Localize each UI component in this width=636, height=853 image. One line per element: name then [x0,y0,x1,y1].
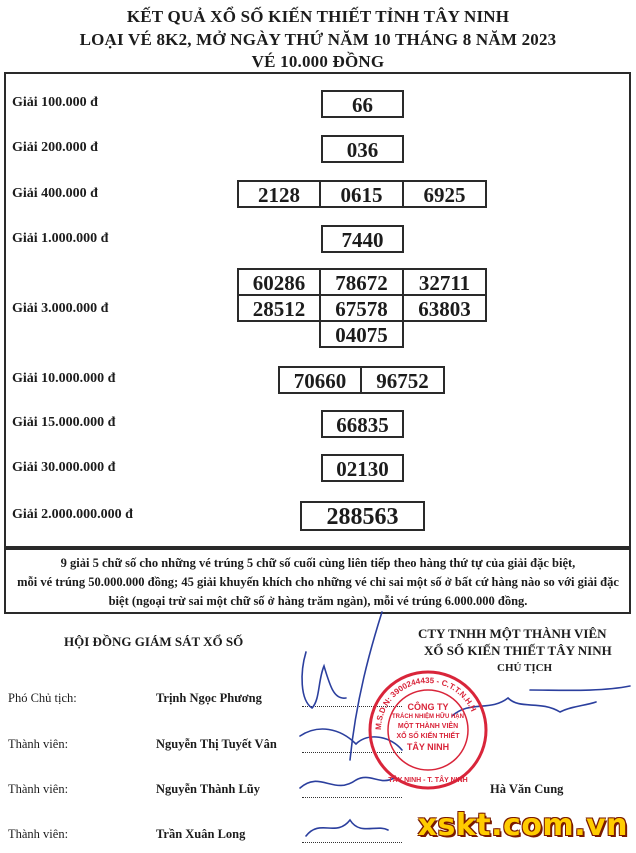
prize-10m-number: 96752 [360,366,445,394]
prize-400k-number: 6925 [402,180,487,208]
member-name: Nguyễn Thị Tuyết Vân [156,737,277,751]
council-title: HỘI ĐỒNG GIÁM SÁT XỔ SỐ [64,634,244,649]
prize-3m-number: 67578 [319,294,404,322]
member-name: Trịnh Ngọc Phương [156,691,262,705]
stamp-line: TRÁCH NHIỆM HỮU HẠN [392,714,464,720]
prize-label-10m: Giải 10.000.000 đ [12,371,116,386]
signature-stroke [530,686,630,690]
member-role: Phó Chủ tịch: [8,691,77,705]
prize-30m-number: 02130 [321,454,404,482]
prize-label-30m: Giải 30.000.000 đ [12,460,116,475]
member-name: Nguyễn Thành Lũy [156,782,260,796]
prize-label-100k: Giải 100.000 đ [12,95,98,110]
prize-label-3m: Giải 3.000.000 đ [12,301,109,316]
member-role: Thành viên: [8,782,69,796]
note-line-1: 9 giải 5 chữ số cho những vé trúng 5 chữ số cuối cùng liên tiếp theo hàng thứ tự của giải đặc biệt, [60,556,576,570]
prize-1m-number: 7440 [321,225,404,253]
stamp-ring-text: M.S.D.N: 3900244435 - C.T.T.N.H.H [373,675,478,731]
special-prize-number: 288563 [300,501,425,531]
prize-label-1m: Giải 1.000.000 đ [12,231,109,246]
stamp-line: TÂY NINH [406,742,450,752]
prize-3m-number: 28512 [237,294,321,322]
prize-200k-number: 036 [321,135,404,163]
member-role: Thành viên: [8,827,69,841]
chair-title: CHỦ TỊCH [497,662,553,674]
prize-400k-number: 2128 [237,180,321,208]
prize-3m-number: 04075 [319,320,404,348]
title-line-2: LOẠI VÉ 8K2, MỞ NGÀY THỨ NĂM 10 THÁNG 8 NĂM 2023 [79,30,557,49]
signature-stroke [306,820,388,836]
chair-name: Hà Văn Cung [490,782,564,796]
prize-3m-number: 63803 [402,294,487,322]
stamp-line: XỔ SỐ KIẾN THIẾT [396,733,460,740]
prize-label-special: Giải 2.000.000.000 đ [12,507,133,522]
prize-10m-number: 70660 [278,366,362,394]
prize-3m-number: 60286 [237,268,321,296]
watermark-logo: xskt.com.vn [417,808,628,843]
prize-3m-number: 32711 [402,268,487,296]
prize-label-400k: Giải 400.000 đ [12,186,98,201]
stamp-line: CÔNG TY [407,702,449,712]
signature-stroke [302,652,346,708]
member-role: Thành viên: [8,737,69,751]
prize-400k-number: 0615 [319,180,404,208]
signature-line [302,842,402,843]
prize-label-200k: Giải 200.000 đ [12,140,98,155]
prize-15m-number: 66835 [321,410,404,438]
company-name-line-2: XỔ SỐ KIẾN THIẾT TÂY NINH [424,643,612,658]
prize-3m-number: 78672 [319,268,404,296]
title-line-1: KẾT QUẢ XỔ SỐ KIẾN THIẾT TỈNH TÂY NINH [126,7,510,26]
title-line-3: VÉ 10.000 ĐỒNG [251,52,385,71]
member-name: Trần Xuân Long [156,827,246,841]
prize-label-15m: Giải 15.000.000 đ [12,415,116,430]
prize-100k-number: 66 [321,90,404,118]
note-line-3: biệt (ngoại trừ sai một chữ số ở hàng trăm ngàn), mỗi vé trúng 6.000.000 đồng. [108,594,528,608]
note-line-2: mỗi vé trúng 50.000.000 đồng; 45 giải khuyến khích cho những vé chỉ sai một số ở bất cứ hàng nào so với giải đặc [17,575,619,589]
stamp-line: MỘT THÀNH VIÊN [397,723,459,730]
stamp-ring-bottom: TÂY NINH - T. TÂY NINH [388,777,468,784]
official-stamp [366,668,490,792]
company-name-line-1: CTY TNHH MỘT THÀNH VIÊN [418,626,607,641]
signature-line [302,797,402,798]
